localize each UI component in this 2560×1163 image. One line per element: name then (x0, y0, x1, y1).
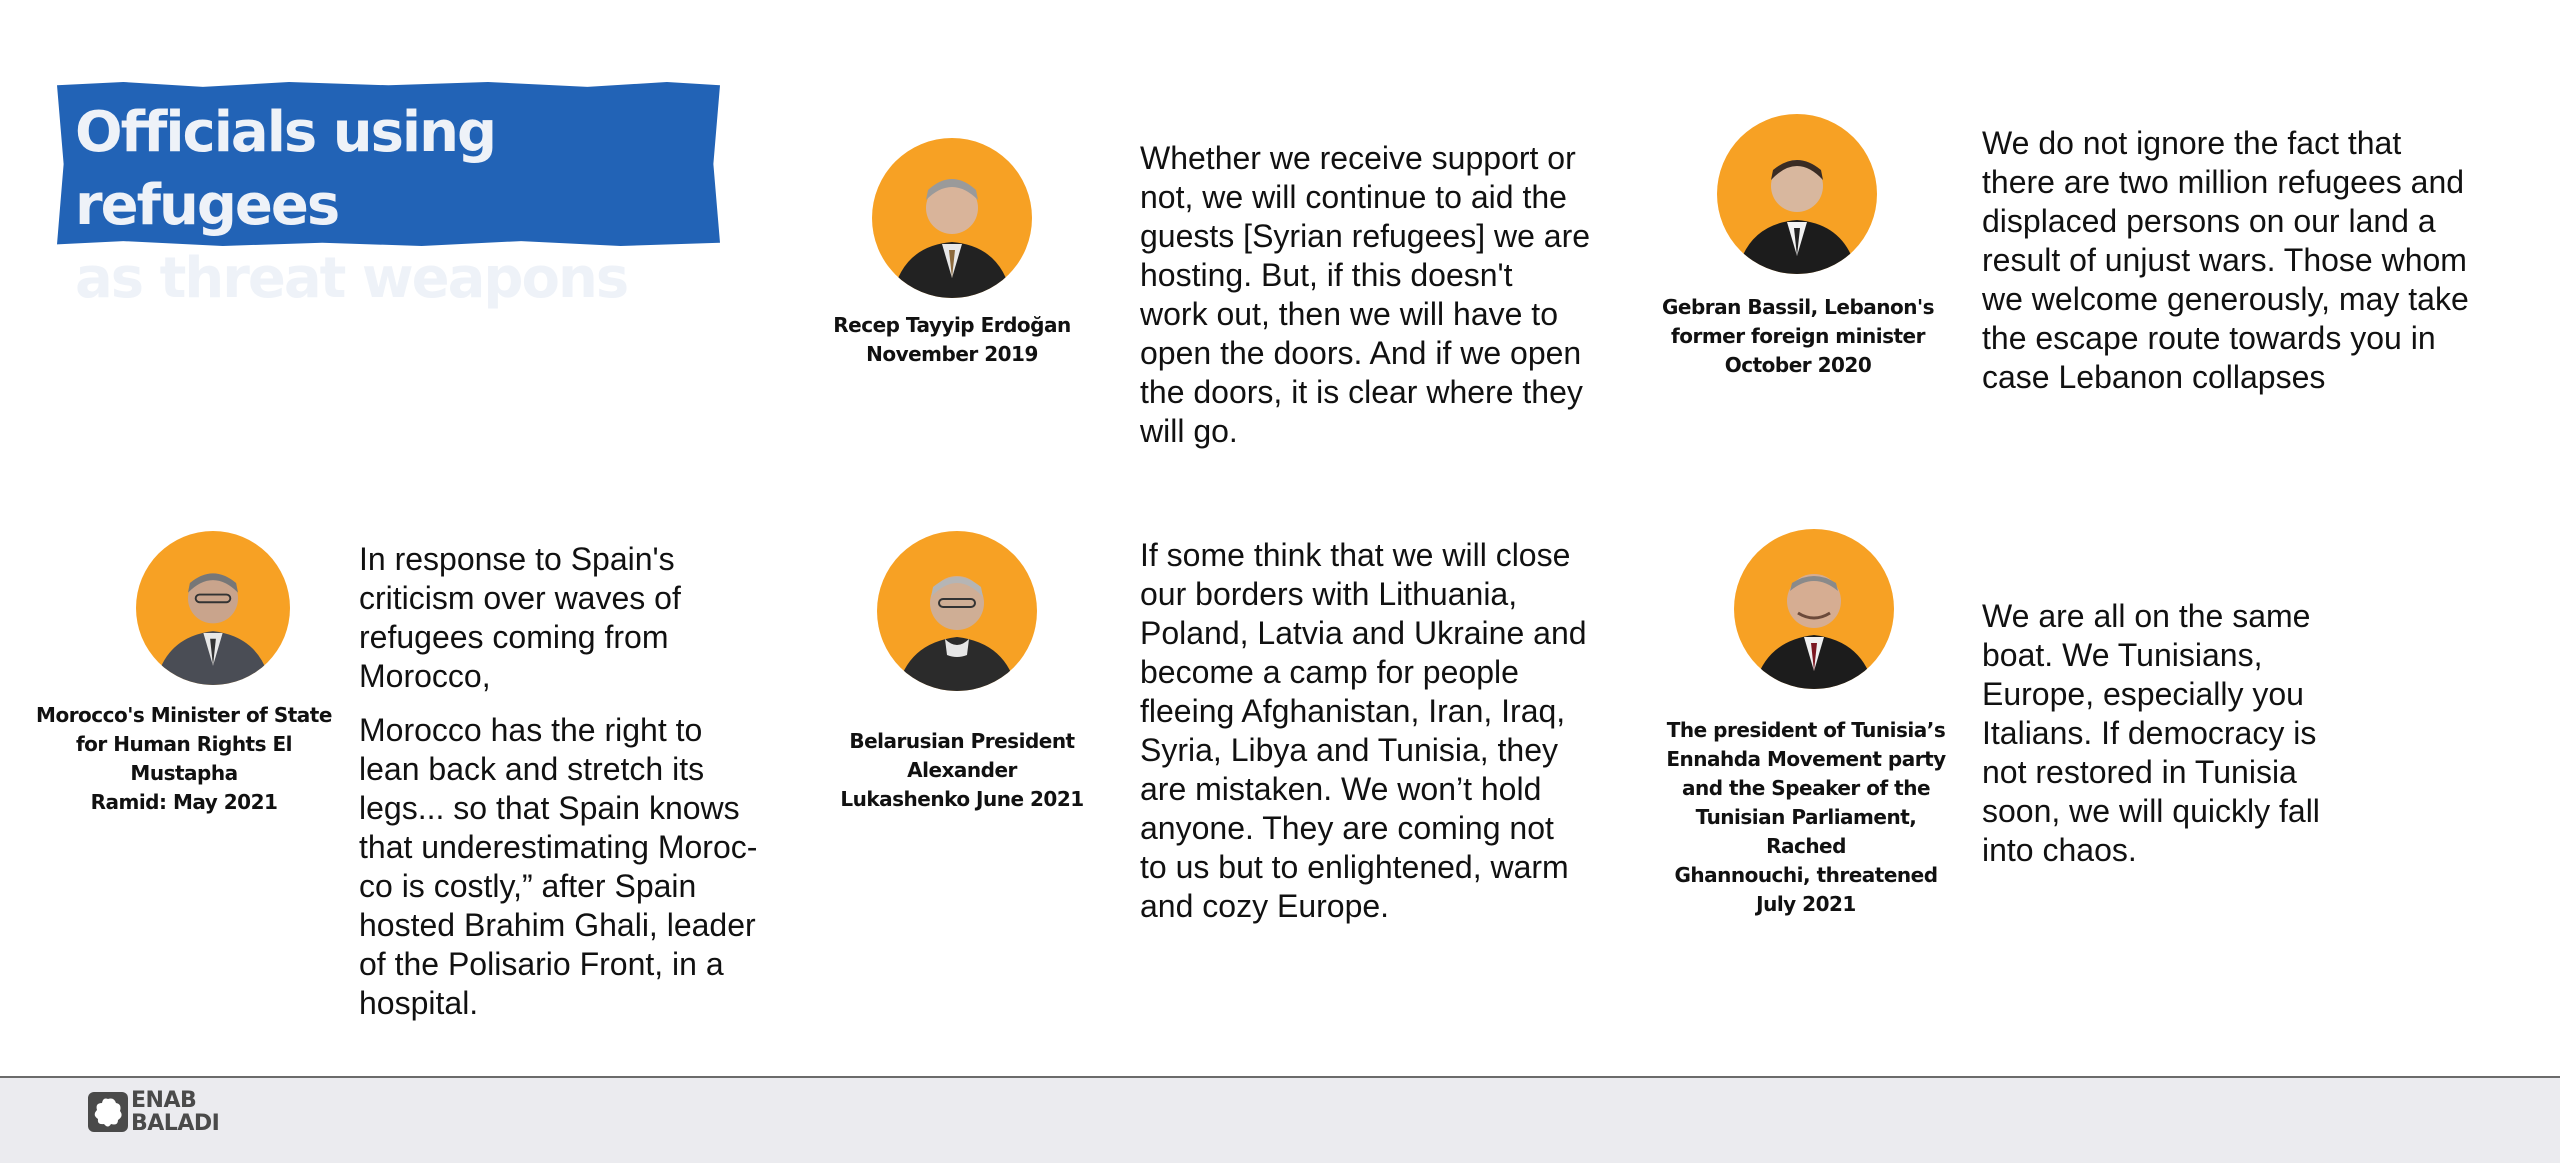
quote-text: Morocco has the right to lean back and stretch its legs... so that Spain knows that underestimating Moroc- co is costly,” after Spain hosted Brahim Ghali, leader of the Polisario Front, in a hospital. (359, 712, 758, 1021)
grape-leaf-icon (88, 1092, 128, 1132)
footer-bar (0, 1076, 2560, 1163)
quote-intro-text: In response to Spain's criticism over waves of refugees coming from Morocco, (359, 541, 681, 694)
speaker-caption: Belarusian President Alexander Lukashenko June 2021 (840, 729, 1084, 811)
speaker-caption: Gebran Bassil, Lebanon's former foreign minister October 2020 (1661, 295, 1935, 377)
quote-text: We do not ignore the fact that there are two million refugees and displaced persons on our land a result of unjust wars. Those whom we welcome generously, may take the escape route towards you in case Lebanon collapses (1982, 125, 2469, 395)
quote-text: If some think that we will close our borders with Lithuania, Poland, Latvia and Ukraine and become a camp for people fleeing Afghanistan, Iran, Iraq, Syria, Libya and Tunisia, they are mistaken. We won’t hold anyone. They are coming not to us but to enlightened, warm and cozy Europe. (1140, 537, 1587, 924)
bassil-portrait-icon (1717, 114, 1877, 274)
quote-text: We are all on the same boat. We Tunisians, Europe, especially you Italians. If democracy is not restored in Tunisia soon, we will quickly fall into chaos. (1982, 598, 2320, 868)
ghannouchi-portrait-icon (877, 531, 1037, 691)
ramid-portrait-icon (136, 531, 290, 685)
page-title: Officials using refugees as threat weapons (75, 100, 628, 311)
speaker-caption: Recep Tayyip Erdoğan November 2019 (833, 313, 1071, 366)
speaker-caption: The president of Tunisia’s Ennahda Movement party and the Speaker of the Tunisian Parliament, Rached Ghannouchi, threatened July 2021 (1666, 718, 1946, 916)
erdogan-portrait-icon (872, 138, 1032, 298)
lukashenko-portrait-icon (1734, 529, 1894, 689)
speaker-caption: Morocco's Minister of State for Human Rights El Mustapha Ramid: May 2021 (36, 703, 332, 814)
quote-text: Whether we receive support or not, we will continue to aid the guests [Syrian refugees] we are hosting. But, if this doesn't work out, then we will have to open the doors. And if we open the doors, it is clear where they will go. (1140, 140, 1591, 449)
brand-logo-text: ENAB BALADI (131, 1088, 220, 1136)
